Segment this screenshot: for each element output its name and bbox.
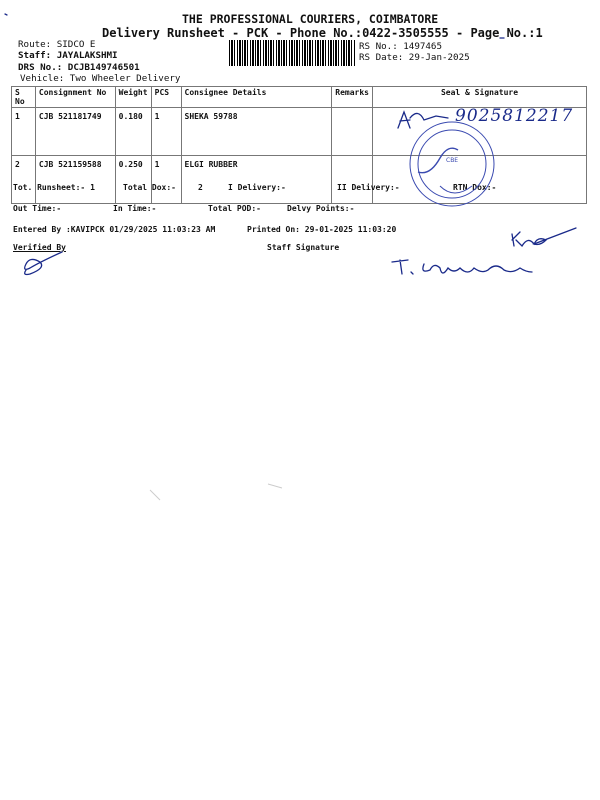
cell-pcs: 1 [151, 108, 181, 156]
cell-consignee: ELGI RUBBER [181, 156, 332, 204]
verified-by-label: Verified By [13, 243, 66, 252]
handwritten-phone: 9025812217 [455, 106, 574, 126]
cell-consignment: CJB 521181749 [35, 108, 115, 156]
cell-pcs: 1 [151, 156, 181, 204]
cell-weight: 0.180 [115, 108, 151, 156]
col-sno: S No [12, 87, 36, 108]
total-dox-value: 2 [198, 183, 203, 192]
ii-delivery: II Delivery:- [337, 183, 400, 192]
total-pod: Total POD:- [208, 204, 261, 213]
runsheet-title: Delivery Runsheet - PCK - Phone No.:0422-3505555 - Page No.:1 [102, 26, 543, 40]
rtn-dox: RTN Dox:- [453, 183, 497, 192]
col-remarks: Remarks [332, 87, 373, 108]
in-time: In Time:- [113, 204, 157, 213]
i-delivery: I Delivery:- [228, 183, 286, 192]
tot-runsheet: Tot. Runsheet:- 1 [13, 183, 95, 192]
printed-on: Printed On: 29-01-2025 11:03:20 [247, 225, 397, 234]
col-pcs: PCS [151, 87, 181, 108]
verified-signature [25, 252, 62, 275]
vehicle-label: Vehicle: Two Wheeler Delivery [20, 73, 181, 84]
out-time: Out Time:- [13, 204, 62, 213]
rs-number: RS No.: 1497465 [359, 41, 442, 52]
delvy-points: Delvy Points:- [287, 204, 355, 213]
company-name: THE PROFESSIONAL COURIERS, COIMBATORE [182, 12, 439, 26]
col-seal: Seal & Signature [373, 87, 587, 108]
cell-consignment: CJB 521159588 [35, 156, 115, 204]
drs-number: DRS No.: DCJB149746501 [18, 62, 140, 73]
cell-sno: 2 [12, 156, 36, 204]
route-label: Route: SIDCO E [18, 39, 96, 50]
col-consignment: Consignment No [35, 87, 115, 108]
total-dox-label: Total Dox:- [123, 183, 176, 192]
cell-sno: 1 [12, 108, 36, 156]
staff-signature-label: Staff Signature [267, 243, 340, 252]
seal-mark: CBE [446, 157, 459, 164]
kas-signature [512, 228, 576, 246]
staff-label: Staff: JAYALAKSHMI [18, 50, 118, 61]
initial-signature [398, 112, 448, 128]
entered-by: Entered By :KAVIPCK 01/29/2025 11:03:23 AM [13, 225, 216, 234]
col-weight: Weight [115, 87, 151, 108]
staff-handwritten-signature [392, 260, 532, 274]
cell-consignee: SHEKA 59788 [181, 108, 332, 156]
cell-weight: 0.250 [115, 156, 151, 204]
rs-date: RS Date: 29-Jan-2025 [359, 52, 470, 63]
company-seal-stamp [410, 122, 497, 206]
col-consignee: Consignee Details [181, 87, 332, 108]
